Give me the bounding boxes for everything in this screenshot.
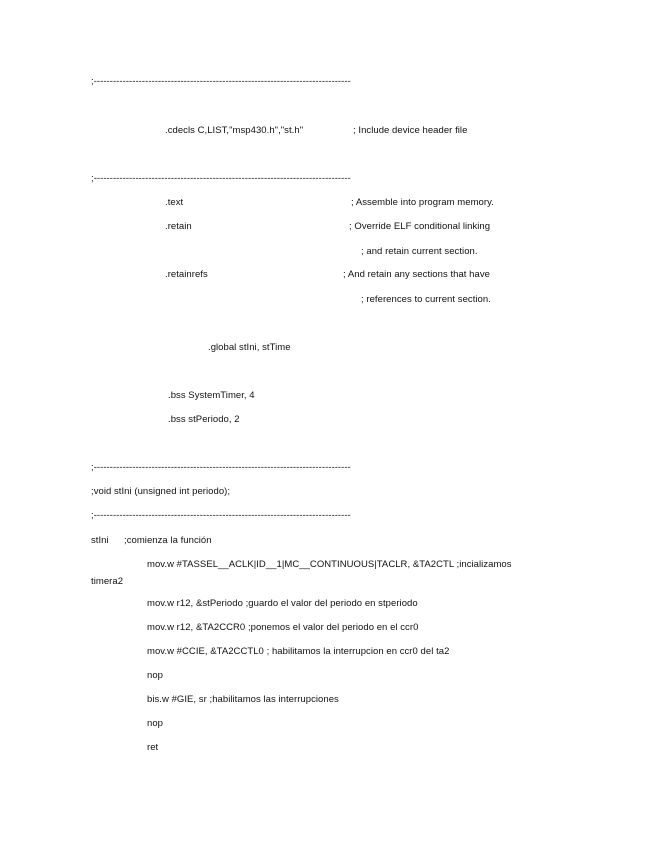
instruction-line: nop bbox=[147, 718, 164, 729]
function-signature-comment: ;void stIni (unsigned int periodo); bbox=[91, 486, 231, 497]
instruction-line: mov.w #CCIE, &TA2CCTL0 ; habilitamos la interrupcion en ccr0 del ta2 bbox=[147, 646, 450, 657]
separator-line: ;-------------------------------------------------------------------------------- bbox=[91, 510, 351, 521]
retain-comment: ; Override ELF conditional linking bbox=[349, 221, 491, 232]
global-directive: .global stIni, stTime bbox=[208, 342, 291, 353]
separator-line: ;-------------------------------------------------------------------------------- bbox=[91, 173, 351, 184]
retainrefs-comment-continued: ; references to current section. bbox=[361, 294, 491, 305]
bss-system-timer: .bss SystemTimer, 4 bbox=[168, 390, 255, 401]
instruction-line: ret bbox=[147, 742, 159, 753]
instruction-line: mov.w #TASSEL__ACLK|ID__1|MC__CONTINUOUS|TACLR, &TA2CTL ;incializamos bbox=[147, 559, 512, 570]
text-directive: .text bbox=[165, 197, 184, 208]
function-label: stIni bbox=[91, 535, 109, 546]
instruction-line: nop bbox=[147, 670, 164, 681]
instruction-line-wrap: timera2 bbox=[91, 576, 124, 587]
text-comment: ; Assemble into program memory. bbox=[351, 197, 494, 208]
retain-directive: .retain bbox=[165, 221, 192, 232]
instruction-line: mov.w r12, &TA2CCR0 ;ponemos el valor del periodo en el ccr0 bbox=[147, 622, 419, 633]
instruction-line: bis.w #GIE, sr ;habilitamos las interrupciones bbox=[147, 694, 339, 705]
separator-line: ;-------------------------------------------------------------------------------- bbox=[91, 462, 351, 473]
instruction-line: mov.w r12, &stPeriodo ;guardo el valor del periodo en stperiodo bbox=[147, 598, 418, 609]
bss-st-periodo: .bss stPeriodo, 2 bbox=[168, 414, 240, 425]
retainrefs-comment: ; And retain any sections that have bbox=[343, 269, 490, 280]
separator-line: ;-------------------------------------------------------------------------------- bbox=[91, 76, 351, 87]
function-label-comment: ;comienza la función bbox=[124, 535, 212, 546]
retain-comment-continued: ; and retain current section. bbox=[361, 246, 478, 257]
retainrefs-directive: .retainrefs bbox=[165, 269, 208, 280]
cdecls-comment: ; Include device header file bbox=[353, 125, 468, 136]
cdecls-directive: .cdecls C,LIST,"msp430.h","st.h" bbox=[165, 125, 304, 136]
